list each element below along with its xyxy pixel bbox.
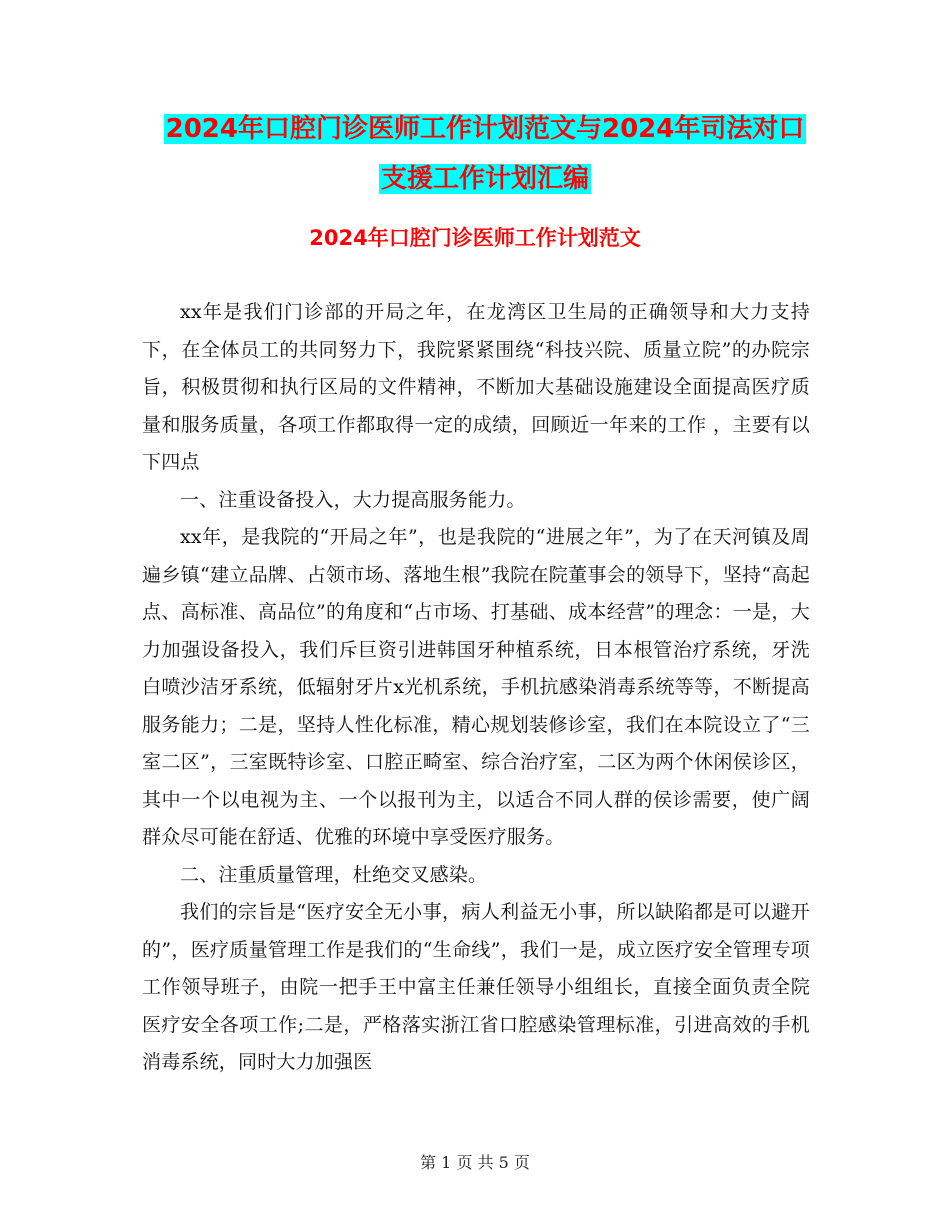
heading-point-2: 二、注重质量管理，杜绝交叉感染。: [180, 863, 488, 886]
main-title-line-2: 支援工作计划汇编: [380, 164, 589, 194]
document-main-title: [140, 104, 830, 204]
heading-point-1: 一、注重设备投入，大力提高服务能力。: [180, 488, 526, 511]
paragraph-point-2: 我们的宗旨是“医疗安全无小事，病人利益无小事，所以缺陷都是可以避开的”，医疗质量管理工作是我们的“生命线”，我们一是，成立医疗安全管理专项工作领导班子，由院一把手王中富主任兼任领导小组组长，直接全面负责全院医疗安全各项工作;二是，严格落实浙江省口腔感染管理标准，引进高效的手机消毒系统，同时大力加强医: [142, 901, 810, 1073]
paragraph-intro: xx年是我们门诊部的开局之年，在龙湾区卫生局的正确领导和大力支持下，在全体员工的共同努力下，我院紧紧围绕“科技兴院、质量立院”的办院宗旨，积极贯彻和执行区局的文件精神，不断加大基础设施建设全面提高医疗质量和服务质量，各项工作都取得一定的成绩，回顾近一年来的工作 ，主要有以下四点: [142, 301, 810, 473]
section-title: 2024年口腔门诊医师工作计划范文: [309, 226, 641, 250]
main-title-line-1: 2024年口腔门诊医师工作计划范文与2024年司法对口: [165, 114, 805, 144]
page-footer: 第 1 页 共 5 页: [420, 1153, 530, 1172]
paragraph-point-1: xx年，是我院的“开局之年”，也是我院的“进展之年”，为了在天河镇及周遍乡镇“建立品牌、占领市场、落地生根”我院在院董事会的领导下，坚持“高起点、高标准、高品位”的角度和“占市场、打基础、成本经营”的理念：一是，大力加强设备投入，我们斥巨资引进韩国牙种植系统，日本根管治疗系统，牙洗白喷沙洁牙系统，低辐射牙片x光机系统，手机抗感染消毒系统等等，不断提高服务能力；二是，坚持人性化标准，精心规划装修诊室，我们在本院设立了“三室二区”，三室既特诊室、口腔正畸室、综合治疗室，二区为两个休闲侯诊区，其中一个以电视为主、一个以报刊为主，以适合不同人群的侯诊需要，使广阔群众尽可能在舒适、优雅的环境中享受医疗服务。: [142, 526, 810, 848]
document-body: [142, 294, 810, 1082]
